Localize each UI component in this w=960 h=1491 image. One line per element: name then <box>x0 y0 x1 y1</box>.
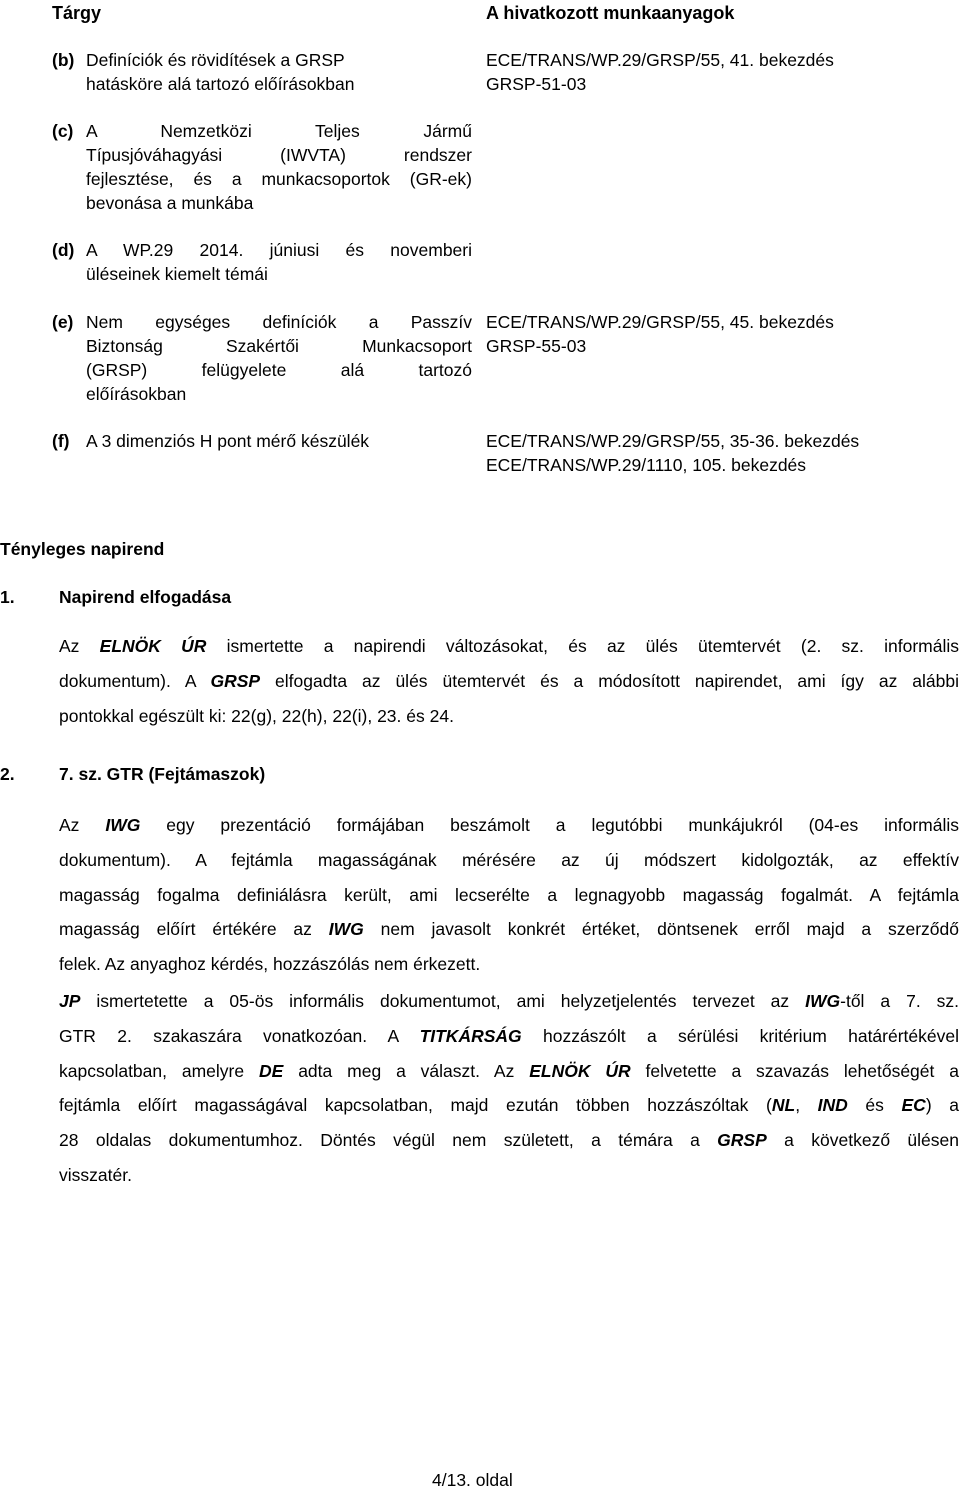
paragraph-line: pontokkal egészült ki: 22(g), 22(h), 22(i), 23. és 24. <box>59 705 454 726</box>
paragraph-line: JP ismertetette a 05-ös informális dokumentumot, ami helyzetjelentés tervezet az IWG-től a 7. sz. <box>59 991 959 1011</box>
paragraph-line: magasság fogalma definiálásra került, ami lecserélte a legnagyobb magasság fogalmát. A fejtámla <box>59 884 959 905</box>
item-label: (f) <box>52 431 70 451</box>
paragraph-line: GTR 2. szakaszára vonatkozóan. A TITKÁRSÁG hozzászólt a sérülési kritérium határértékével <box>59 1025 959 1046</box>
paragraph-line: Az IWG egy prezentáció formájában beszámolt a legutóbbi munkájukról (04-es informális <box>59 815 959 835</box>
item-label: (e) <box>52 312 74 332</box>
section-number: 1. <box>0 587 15 607</box>
item-references: ECE/TRANS/WP.29/GRSP/55, 45. bekezdés GRSP-55-03 <box>486 312 834 356</box>
item-label: (d) <box>52 240 75 260</box>
section-heading: Napirend elfogadása <box>59 587 232 607</box>
item-subject: A 3 dimenziós H pont mérő készülék <box>86 431 370 451</box>
item-label: (b) <box>52 50 75 70</box>
paragraph-line: dokumentum). A GRSP elfogadta az ülés ütemtervét és a módosított napirendet, ami így az alábbi <box>59 670 959 691</box>
item-references: ECE/TRANS/WP.29/GRSP/55, 41. bekezdés GRSP-51-03 <box>486 50 834 94</box>
paragraph-line: visszatér. <box>59 1164 132 1185</box>
paragraph-line: fejtámla előírt magasságával kapcsolatban, majd ezután többen hozzászóltak (NL, IND és EC) a <box>59 1095 959 1116</box>
item-subject: A WP.29 2014. júniusi és novemberi üléseinek kiemelt témái <box>86 240 472 284</box>
section-paragraph <box>59 984 959 1193</box>
paragraph-line: magasság előírt értékére az IWG nem javasolt konkrét értéket, döntsenek erről majd a szerződő <box>59 919 959 940</box>
paragraph-line: felek. Az anyaghoz kérdés, hozzászólás nem érkezett. <box>59 954 481 975</box>
agenda-title: Tényleges napirend <box>0 539 165 559</box>
item-label: (c) <box>52 121 74 141</box>
item-subject: Nem egységes definíciók a Passzív Biztonság Szakértői Munkacsoport (GRSP) felügyelete alá tartozó előírásokban <box>86 312 472 404</box>
paragraph-line: 28 oldalas dokumentumhoz. Döntés végül nem született, a témára a GRSP a következő ülésen <box>59 1130 959 1151</box>
page-number: 4/13. oldal <box>432 1470 513 1490</box>
paragraph-line: dokumentum). A fejtámla magasságának mérésére az új módszert kidolgozták, az effektív <box>59 849 959 870</box>
subject-column-header: Tárgy <box>52 3 102 23</box>
item-subject: Definíciók és rövidítések a GRSP hatásköre alá tartozó előírásokban <box>86 50 355 94</box>
references-column-header: A hivatkozott munkaanyagok <box>486 3 735 23</box>
paragraph-line: Az ELNÖK ÚR ismertette a napirendi változásokat, és az ülés ütemtervét (2. sz. informális <box>59 636 959 656</box>
section-number: 2. <box>0 764 15 784</box>
paragraph-line: kapcsolatban, amelyre DE adta meg a választ. Az ELNÖK ÚR felvetette a szavazás lehetőségét a <box>59 1060 959 1081</box>
item-subject: A Nemzetközi Teljes Jármű Típusjóváhagyási (IWVTA) rendszer fejlesztése, és a munkacsoportok (GR-ek) bevonása a munkába <box>86 121 472 213</box>
section-heading: 7. sz. GTR (Fejtámaszok) <box>59 764 266 784</box>
item-references: ECE/TRANS/WP.29/GRSP/55, 35-36. bekezdés ECE/TRANS/WP.29/1110, 105. bekezdés <box>486 431 860 475</box>
section-paragraph <box>59 629 959 733</box>
section-paragraph <box>59 808 959 982</box>
